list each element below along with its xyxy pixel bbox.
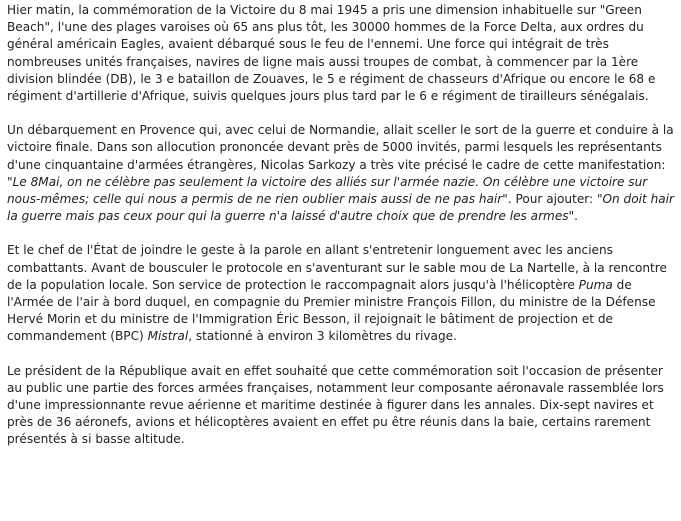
puma-helicopter-name: Puma bbox=[578, 277, 613, 292]
paragraph-3-part1: Et le chef de l'État de joindre le geste à la parole en allant s'entretenir longuement avec les anciens combattants. Avant de bousculer le protocole en s'aventurant sur le sable mou de La Nartelle, à la rencontre de la population locale. Son service de protection le raccompagnait alors jusqu'à l'hélicoptère bbox=[7, 243, 667, 292]
mistral-ship-name: Mistral bbox=[147, 329, 189, 344]
paragraph-2-end: . bbox=[574, 209, 579, 224]
sarkozy-quote-1: "Le 8Mai, on ne célèbre pas seulement la victoire des alliés sur l'armée nazie. On célèbre une victoire sur nous-mêmes; celle qui nous a permis de ne rien oublier mais aussi de ne pas hair" bbox=[7, 174, 648, 207]
paragraph-2 bbox=[7, 122, 674, 225]
paragraph-2-middle: . Pour ajouter: bbox=[507, 192, 597, 207]
paragraph-3-part2: de l'Armée de l'air à bord duquel, en compagnie du Premier ministre François Fillon, du ministre de la Défense Hervé Morin et du ministre de l'Immigration Éric Besson, il rejoignait le bâtiment de projection et de commandement (BPC) bbox=[7, 277, 656, 344]
sarkozy-quote-2: "On doit hair la guerre mais pas ceux pour qui la guerre n'a laissé d'autre choix que de prendre les armes" bbox=[7, 192, 674, 224]
paragraph-2-intro: Un débarquement en Provence qui, avec celui de Normandie, allait sceller le sort de la guerre et conduire à la victoire finale. Dans son allocution prononcée devant près de 5000 invités, parmi lesquels les représentants d'une cinquantaine d'armées étrangères, Nicolas Sarkozy a très vite précisé le cadre de cette manifestation: bbox=[7, 123, 674, 172]
paragraph-1: Hier matin, la commémoration de la Victoire du 8 mai 1945 a pris une dimension inhabituelle sur "Green Beach", l'une des plages varoises où 65 ans plus tôt, les 30000 hommes de la Force Delta, aux ordres du général américain Eagles, avaient débarqué sous le feu de l'ennemi. Une force qui intégrait de très nombreuses unités françaises, navires de ligne mais aussi troupes de combat, à commencer par la 1ère division blindée (DB), le 3 e bataillon de Zouaves, le 5 e régiment de chasseurs d'Afrique ou encore le 68 e régiment d'artillerie d'Afrique, suivis quelques jours plus tard par le 6 e régiment de tirailleurs sénégalais. bbox=[7, 3, 656, 104]
paragraph-3 bbox=[7, 242, 674, 345]
paragraph-3-part3: , stationné à environ 3 kilomètres du rivage. bbox=[188, 329, 457, 344]
paragraph-4: Le président de la République avait en effet souhaité que cette commémoration soit l'occasion de présenter au public une partie des forces armées françaises, notamment leur composante aéronavale rassemblée lors d'une impressionnante revue aérienne et maritime destinée à figurer dans les annales. Dix-sept navires et près de 36 aéronefs, avions et hélicoptères avaient en effet pu être réunis dans la baie, certains rarement présentés à si basse altitude. bbox=[7, 363, 664, 447]
